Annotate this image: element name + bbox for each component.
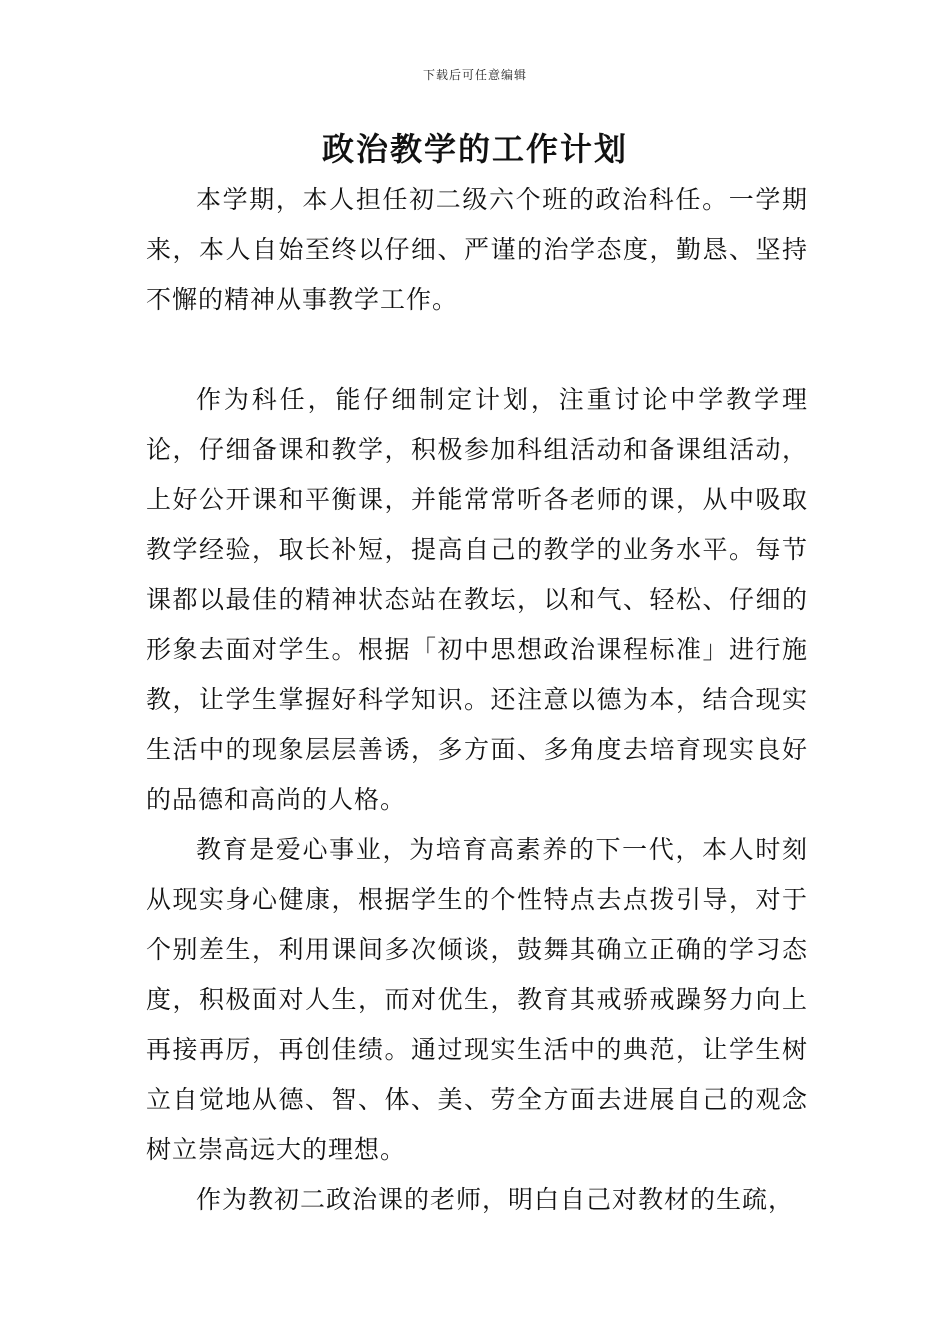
paragraph-2: 作为科任，能仔细制定计划，注重讨论中学教学理论，仔细备课和教学，积极参加科组活动和备课组活动，上好公开课和平衡课，并能常常听各老师的课，从中吸取教学经验，取长补短，提高自己的教学的业务水平。每节课都以最佳的精神状态站在教坛，以和气、轻松、仔细的形象去面对学生。根据「初中思想政治课程标准」进行施教，让学生掌握好科学知识。还注意以德为本，结合现实生活中的现象层层善诱，多方面、多角度去培育现实良好的品德和高尚的人格。 xyxy=(146,385,808,814)
paragraph-3: 教育是爱心事业，为培育高素养的下一代，本人时刻从现实身心健康，根据学生的个性特点去点拨引导，对于个别差生，利用课间多次倾谈，鼓舞其确立正确的学习态度，积极面对人生，而对优生，教育其戒骄戒躁努力向上再接再厉，再创佳绩。通过现实生活中的典范，让学生树立自觉地从德、智、体、美、劳全方面去进展自己的观念树立崇高远大的理想。 xyxy=(146,835,808,1164)
header-note: 下载后可任意编辑 xyxy=(422,68,527,82)
document-title: 政治教学的工作计划 xyxy=(321,130,628,168)
document-body xyxy=(146,175,808,1225)
paragraph-1: 本学期，本人担任初二级六个班的政治科任。一学期来，本人自始至终以仔细、严谨的治学态度，勤恳、坚持不懈的精神从事教学工作。 xyxy=(146,185,808,314)
paragraph-4: 作为教初二政治课的老师，明白自己对教材的生疏， xyxy=(196,1185,795,1214)
